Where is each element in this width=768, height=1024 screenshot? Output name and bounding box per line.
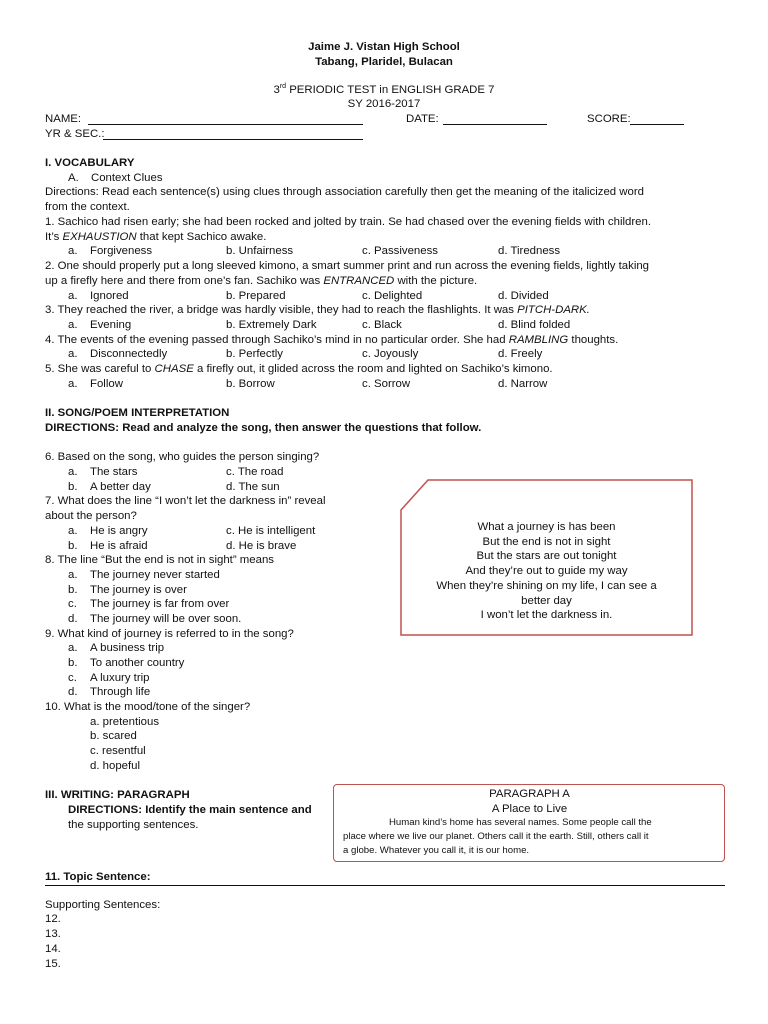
q1-opt-a[interactable]: Forgiveness [90,245,153,257]
q5-text-post: a firefly out, it glided across the room and lighted on Sachiko’s kimono. [193,363,553,375]
q1-opt-c[interactable]: c. Passiveness [362,245,438,257]
q2-text-pre: up a firefly here and there from one’s fan. Sachiko was [45,275,324,287]
question-7a: 7. What does the line “I won’t let the darkness in” reveal [45,495,326,507]
q3-opt-c[interactable]: c. Black [362,319,402,331]
lyric-line: When they’re shining on my life, I can see a [436,579,657,592]
lyric-line: What a journey is has been [477,521,616,533]
q6-opt-b-letter: b. [68,481,78,493]
q7-opt-a-letter: a. [68,525,78,537]
q7-opt-b-letter: b. [68,540,78,552]
q8-opt-c-letter: c. [68,598,77,610]
q10-opt-b[interactable]: b. scared [90,730,137,742]
lyric-line: But the end is not in sight [482,535,611,548]
q8-opt-a[interactable]: The journey never started [90,569,220,581]
school-year: SY 2016-2017 [347,98,421,110]
question-4 [45,333,618,348]
name-label: NAME: [45,113,82,125]
q8-opt-b[interactable]: The journey is over [90,584,187,596]
school-address: Tabang, Plaridel, Bulacan [315,56,453,68]
vocab-sub-label: Context Clues [91,172,163,184]
q9-opt-c-letter: c. [68,672,77,684]
q6-opt-b[interactable]: A better day [90,481,151,493]
vocab-heading: I. VOCABULARY [45,157,135,169]
q2-opt-a-letter: a. [68,290,78,302]
q6-opt-d[interactable]: d. The sun [226,481,280,493]
q4-italic-word: RAMBLING [508,334,569,346]
q5-italic-word: CHASE [154,363,194,375]
supporting-number: 12. [45,913,61,925]
q7-opt-c[interactable]: c. He is intelligent [226,525,316,537]
question-6: 6. Based on the song, who guides the person singing? [45,451,320,463]
q8-opt-d-letter: d. [68,613,78,625]
q2-text-post: with the picture. [394,275,478,287]
supporting-number: 14. [45,943,61,955]
question-1b [45,230,266,245]
question-7b: about the person? [45,510,137,522]
q9-opt-a-letter: a. [68,642,78,654]
q5-text-pre: 5. She was careful to [45,363,155,375]
q10-opt-a[interactable]: a. pretentious [90,716,160,728]
writing-directions-1-text: DIRECTIONS: Identify the main sentence and [68,804,312,816]
score-label: SCORE: [587,113,631,125]
q5-opt-d[interactable]: d. Narrow [498,378,548,390]
paragraph-line: place where we live our planet. Others call it the earth. Still, others call it [343,831,649,842]
vocab-directions-1: Directions: Read each sentence(s) using clues through association carefully then get the meaning of the italicized word [45,186,644,198]
supporting-number: 13. [45,928,61,940]
q3-opt-a-letter: a. [68,319,78,331]
q1-text-pre: It’s [45,231,63,243]
question-2a: 2. One should properly put a long sleeved kimono, a smart summer print and run across the evening fields, lightly taking [45,260,650,272]
question-9: 9. What kind of journey is referred to in the song? [45,628,294,640]
q1-opt-b[interactable]: b. Unfairness [226,245,294,257]
vocab-sub-letter: A. [68,172,79,184]
date-label: DATE: [406,113,439,125]
lyric-line: And they’re out to guide my way [465,565,628,578]
lyric-line: better day [521,594,572,607]
test-title-number: 3 [273,84,280,96]
question-5 [45,362,553,377]
q4-opt-b[interactable]: b. Perfectly [226,348,283,360]
q4-opt-c[interactable]: c. Joyously [362,348,419,360]
q8-opt-b-letter: b. [68,584,78,596]
yr-sec-field[interactable] [103,139,363,140]
question-1a: 1. Sachico had risen early; she had been rocked and jolted by train. Se had chased over the evening fields with children. [45,216,651,228]
paragraph-title: A Place to Live [491,803,568,815]
q3-opt-d[interactable]: d. Blind folded [498,319,571,331]
q7-opt-b[interactable]: He is afraid [90,540,148,552]
q3-italic-word: PITCH-DARK. [517,304,590,316]
writing-directions-1 [68,803,312,818]
q2-italic-word: ENTRANCED [323,275,395,287]
q7-opt-d[interactable]: d. He is brave [226,540,297,552]
question-10: 10. What is the mood/tone of the singer? [45,701,251,713]
q2-opt-d[interactable]: d. Divided [498,290,549,302]
q8-opt-c[interactable]: The journey is far from over [90,598,230,610]
topic-sentence-label: 11. Topic Sentence: [45,871,151,883]
q4-opt-d[interactable]: d. Freely [498,348,543,360]
q4-opt-a[interactable]: Disconnectedly [90,348,168,360]
q2-opt-c[interactable]: c. Delighted [362,290,423,302]
name-field[interactable] [88,124,363,125]
topic-sentence-line[interactable] [45,885,725,886]
question-3 [45,303,590,318]
test-title [0,83,768,98]
q3-opt-b[interactable]: b. Extremely Dark [226,319,317,331]
q1-italic-word: EXHAUSTION [62,231,137,243]
q1-opt-d[interactable]: d. Tiredness [498,245,561,257]
q5-opt-b[interactable]: b. Borrow [226,378,275,390]
q3-text-pre: 3. They reached the river, a bridge was hardly visible, they had to reach the flashlights. It was [45,304,518,316]
supporting-number: 15. [45,958,61,970]
lyric-line: But the stars are out tonight [476,550,617,563]
q6-opt-c[interactable]: c. The road [226,466,284,478]
q9-opt-d[interactable]: Through life [90,686,151,698]
q2-opt-b[interactable]: b. Prepared [226,290,286,302]
q1-opt-a-letter: a. [68,245,78,257]
q10-opt-c[interactable]: c. resentful [90,745,146,757]
test-title-text: PERIODIC TEST in ENGLISH GRADE 7 [286,84,495,96]
lyric-line: I won’t let the darkness in. [480,609,613,622]
q5-opt-a-letter: a. [68,378,78,390]
school-name: Jaime J. Vistan High School [308,41,460,53]
supporting-label: Supporting Sentences: [45,899,161,911]
writing-directions-2: the supporting sentences. [68,819,199,831]
yr-sec-label: YR & SEC.: [45,128,105,140]
q1-text-post: that kept Sachico awake. [136,231,267,243]
song-lyrics [398,520,695,623]
q10-opt-d[interactable]: d. hopeful [90,760,141,772]
q3-opt-a[interactable]: Evening [90,319,132,331]
vocab-directions-2: from the context. [45,201,130,213]
q9-opt-b[interactable]: To another country [90,657,185,669]
q8-opt-d[interactable]: The journey will be over soon. [90,613,242,625]
q4-text-post: thoughts. [568,334,619,346]
paragraph-line: a globe. Whatever you call it, it is our home. [343,845,530,856]
q9-opt-b-letter: b. [68,657,78,669]
q5-opt-c[interactable]: c. Sorrow [362,378,411,390]
q9-opt-a[interactable]: A business trip [90,642,165,654]
song-directions: DIRECTIONS: Read and analyze the song, then answer the questions that follow. [45,422,482,434]
q6-opt-a[interactable]: The stars [90,466,138,478]
score-field[interactable] [630,124,684,125]
writing-heading: III. WRITING: PARAGRAPH [45,789,190,801]
question-8: 8. The line “But the end is not in sight” means [45,554,274,566]
q6-opt-a-letter: a. [68,466,78,478]
q7-opt-a[interactable]: He is angry [90,525,148,537]
question-2b [45,274,477,289]
q9-opt-c[interactable]: A luxury trip [90,672,150,684]
q2-opt-a[interactable]: Ignored [90,290,129,302]
q8-opt-a-letter: a. [68,569,78,581]
paragraph-label: PARAGRAPH A [489,788,570,800]
q4-text-pre: 4. The events of the evening passed through Sachiko’s mind in no particular order. She had [45,334,509,346]
test-title-sup: rd [279,83,287,91]
q9-opt-d-letter: d. [68,686,78,698]
date-field[interactable] [443,124,547,125]
paragraph-line: Human kind’s home has several names. Some people call the [389,817,652,828]
song-heading: II. SONG/POEM INTERPRETATION [45,407,230,419]
q4-opt-a-letter: a. [68,348,78,360]
q5-opt-a[interactable]: Follow [90,378,123,390]
